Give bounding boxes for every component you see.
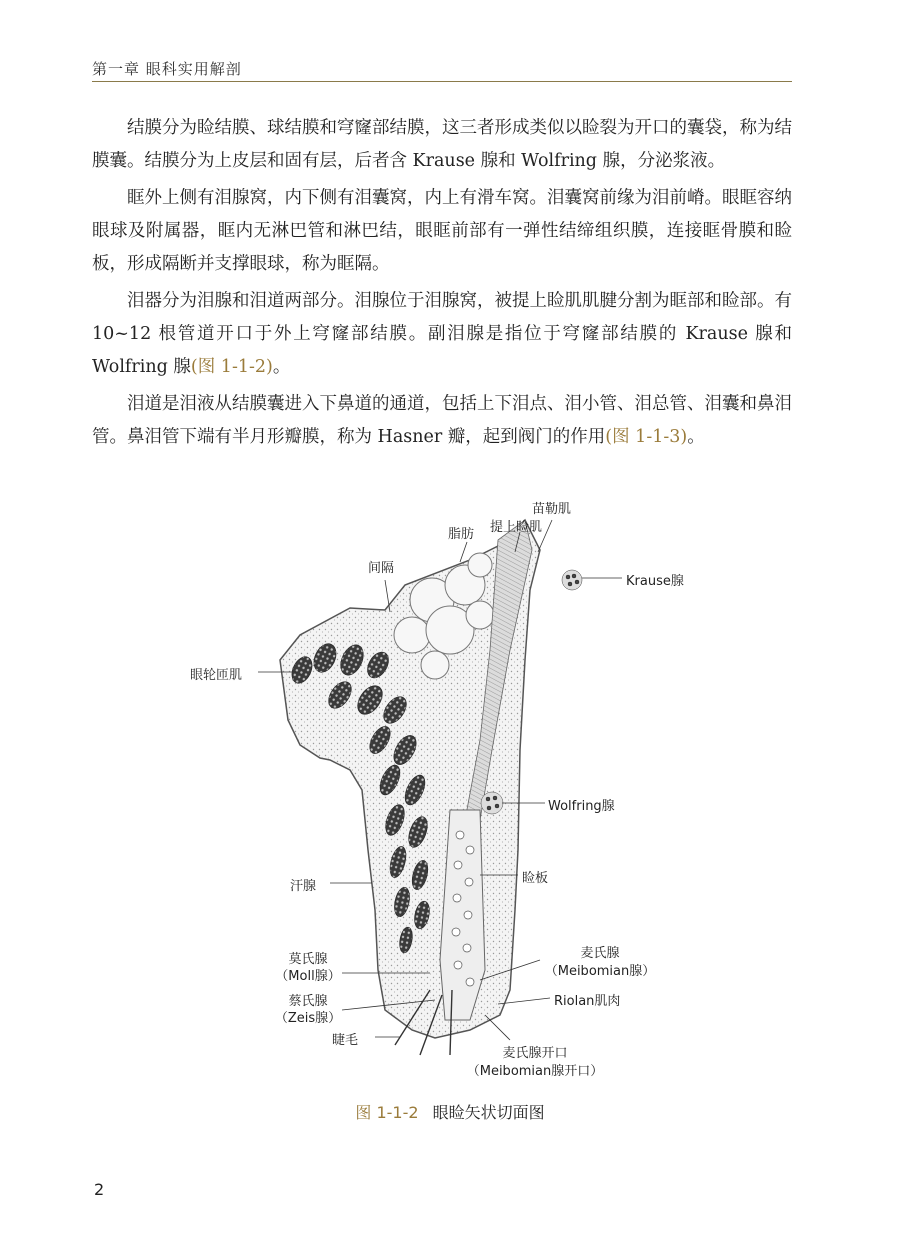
label-moll-gland: 莫氏腺 (288, 952, 328, 967)
paragraph-1 (92, 112, 792, 178)
paragraph-4 (92, 388, 792, 454)
label-wolfring-gland: Wolfring腺 (548, 799, 615, 814)
label-meibomian-opening-latin: （Meibomian腺开口） (466, 1064, 604, 1079)
paragraph-4-text: 泪道是泪液从结膜囊进入下鼻道的通道，包括上下泪点、泪小管、泪总管、泪囊和鼻泪管。鼻泪管下端有半月形瓣膜，称为 Hasner 瓣，起到阀门的作用 (92, 394, 792, 447)
label-riolan-muscle: Riolan肌肉 (554, 994, 621, 1009)
label-septum: 间隔 (368, 561, 395, 576)
label-zeis-gland-latin: （Zeis腺） (274, 1011, 342, 1026)
label-meibomian-opening: 麦氏腺开口 (502, 1046, 568, 1061)
label-zeis-gland: 蔡氏腺 (288, 994, 328, 1009)
paragraph-3-text: 泪器分为泪腺和泪道两部分。泪腺位于泪腺窝，被提上睑肌肌腱分割为眶部和睑部。有 10~12 根管道开口于外上穹窿部结膜。副泪腺是指位于穹窿部结膜的 Krause 腺和 Wolfring 腺 (92, 291, 792, 377)
label-eyelash: 睫毛 (332, 1033, 359, 1048)
paragraph-3-tail: 。 (272, 357, 291, 377)
paragraph-4-tail: 。 (687, 427, 705, 447)
label-meibomian-gland-latin: （Meibomian腺） (544, 964, 656, 979)
label-muller-muscle: 苗勒肌 (532, 502, 572, 517)
page-number: 2 (94, 1180, 105, 1199)
wolfring-gland-cluster (481, 792, 503, 814)
paragraph-3 (92, 285, 792, 384)
label-fat: 脂肪 (448, 527, 475, 542)
paragraph-1-text: 结膜分为睑结膜、球结膜和穹窿部结膜，这三者形成类似以睑裂为开口的囊袋，称为结膜囊。结膜分为上皮层和固有层，后者含 Krause 腺和 Wolfring 腺，分泌浆液。 (92, 118, 792, 171)
figure-reference-link[interactable]: (图 1-1-2) (190, 357, 273, 377)
label-tarsus: 睑板 (522, 871, 549, 886)
label-meibomian-gland: 麦氏腺 (580, 946, 620, 961)
figure-caption-text: 眼睑矢状切面图 (432, 1103, 545, 1122)
header-rule (92, 81, 792, 82)
label-orbicularis: 眼轮匝肌 (190, 668, 243, 683)
label-moll-gland-latin: （Moll腺） (275, 969, 341, 984)
running-head: 第一章 眼科实用解剖 (92, 60, 242, 78)
krause-gland-cluster (562, 570, 582, 590)
label-levator-muscle: 提上睑肌 (490, 520, 543, 535)
figure-caption (0, 1100, 900, 1123)
label-sweat-gland: 汗腺 (290, 879, 317, 894)
figure-caption-number: 图 1-1-2 (355, 1103, 419, 1122)
paragraph-2 (92, 182, 792, 281)
body-text (92, 112, 792, 458)
figure-reference-link[interactable]: (图 1-1-3) (605, 427, 688, 447)
label-krause-gland: Krause腺 (626, 574, 684, 589)
paragraph-2-text: 眶外上侧有泪腺窝，内下侧有泪囊窝，内上有滑车窝。泪囊窝前缘为泪前嵴。眼眶容纳眼球及附属器，眶内无淋巴管和淋巴结，眼眶前部有一弹性结缔组织膜，连接眶骨膜和睑板，形成隔断并支撑眼球，称为眶隔。 (92, 188, 792, 274)
eyelid-sagittal-figure (180, 490, 720, 1090)
